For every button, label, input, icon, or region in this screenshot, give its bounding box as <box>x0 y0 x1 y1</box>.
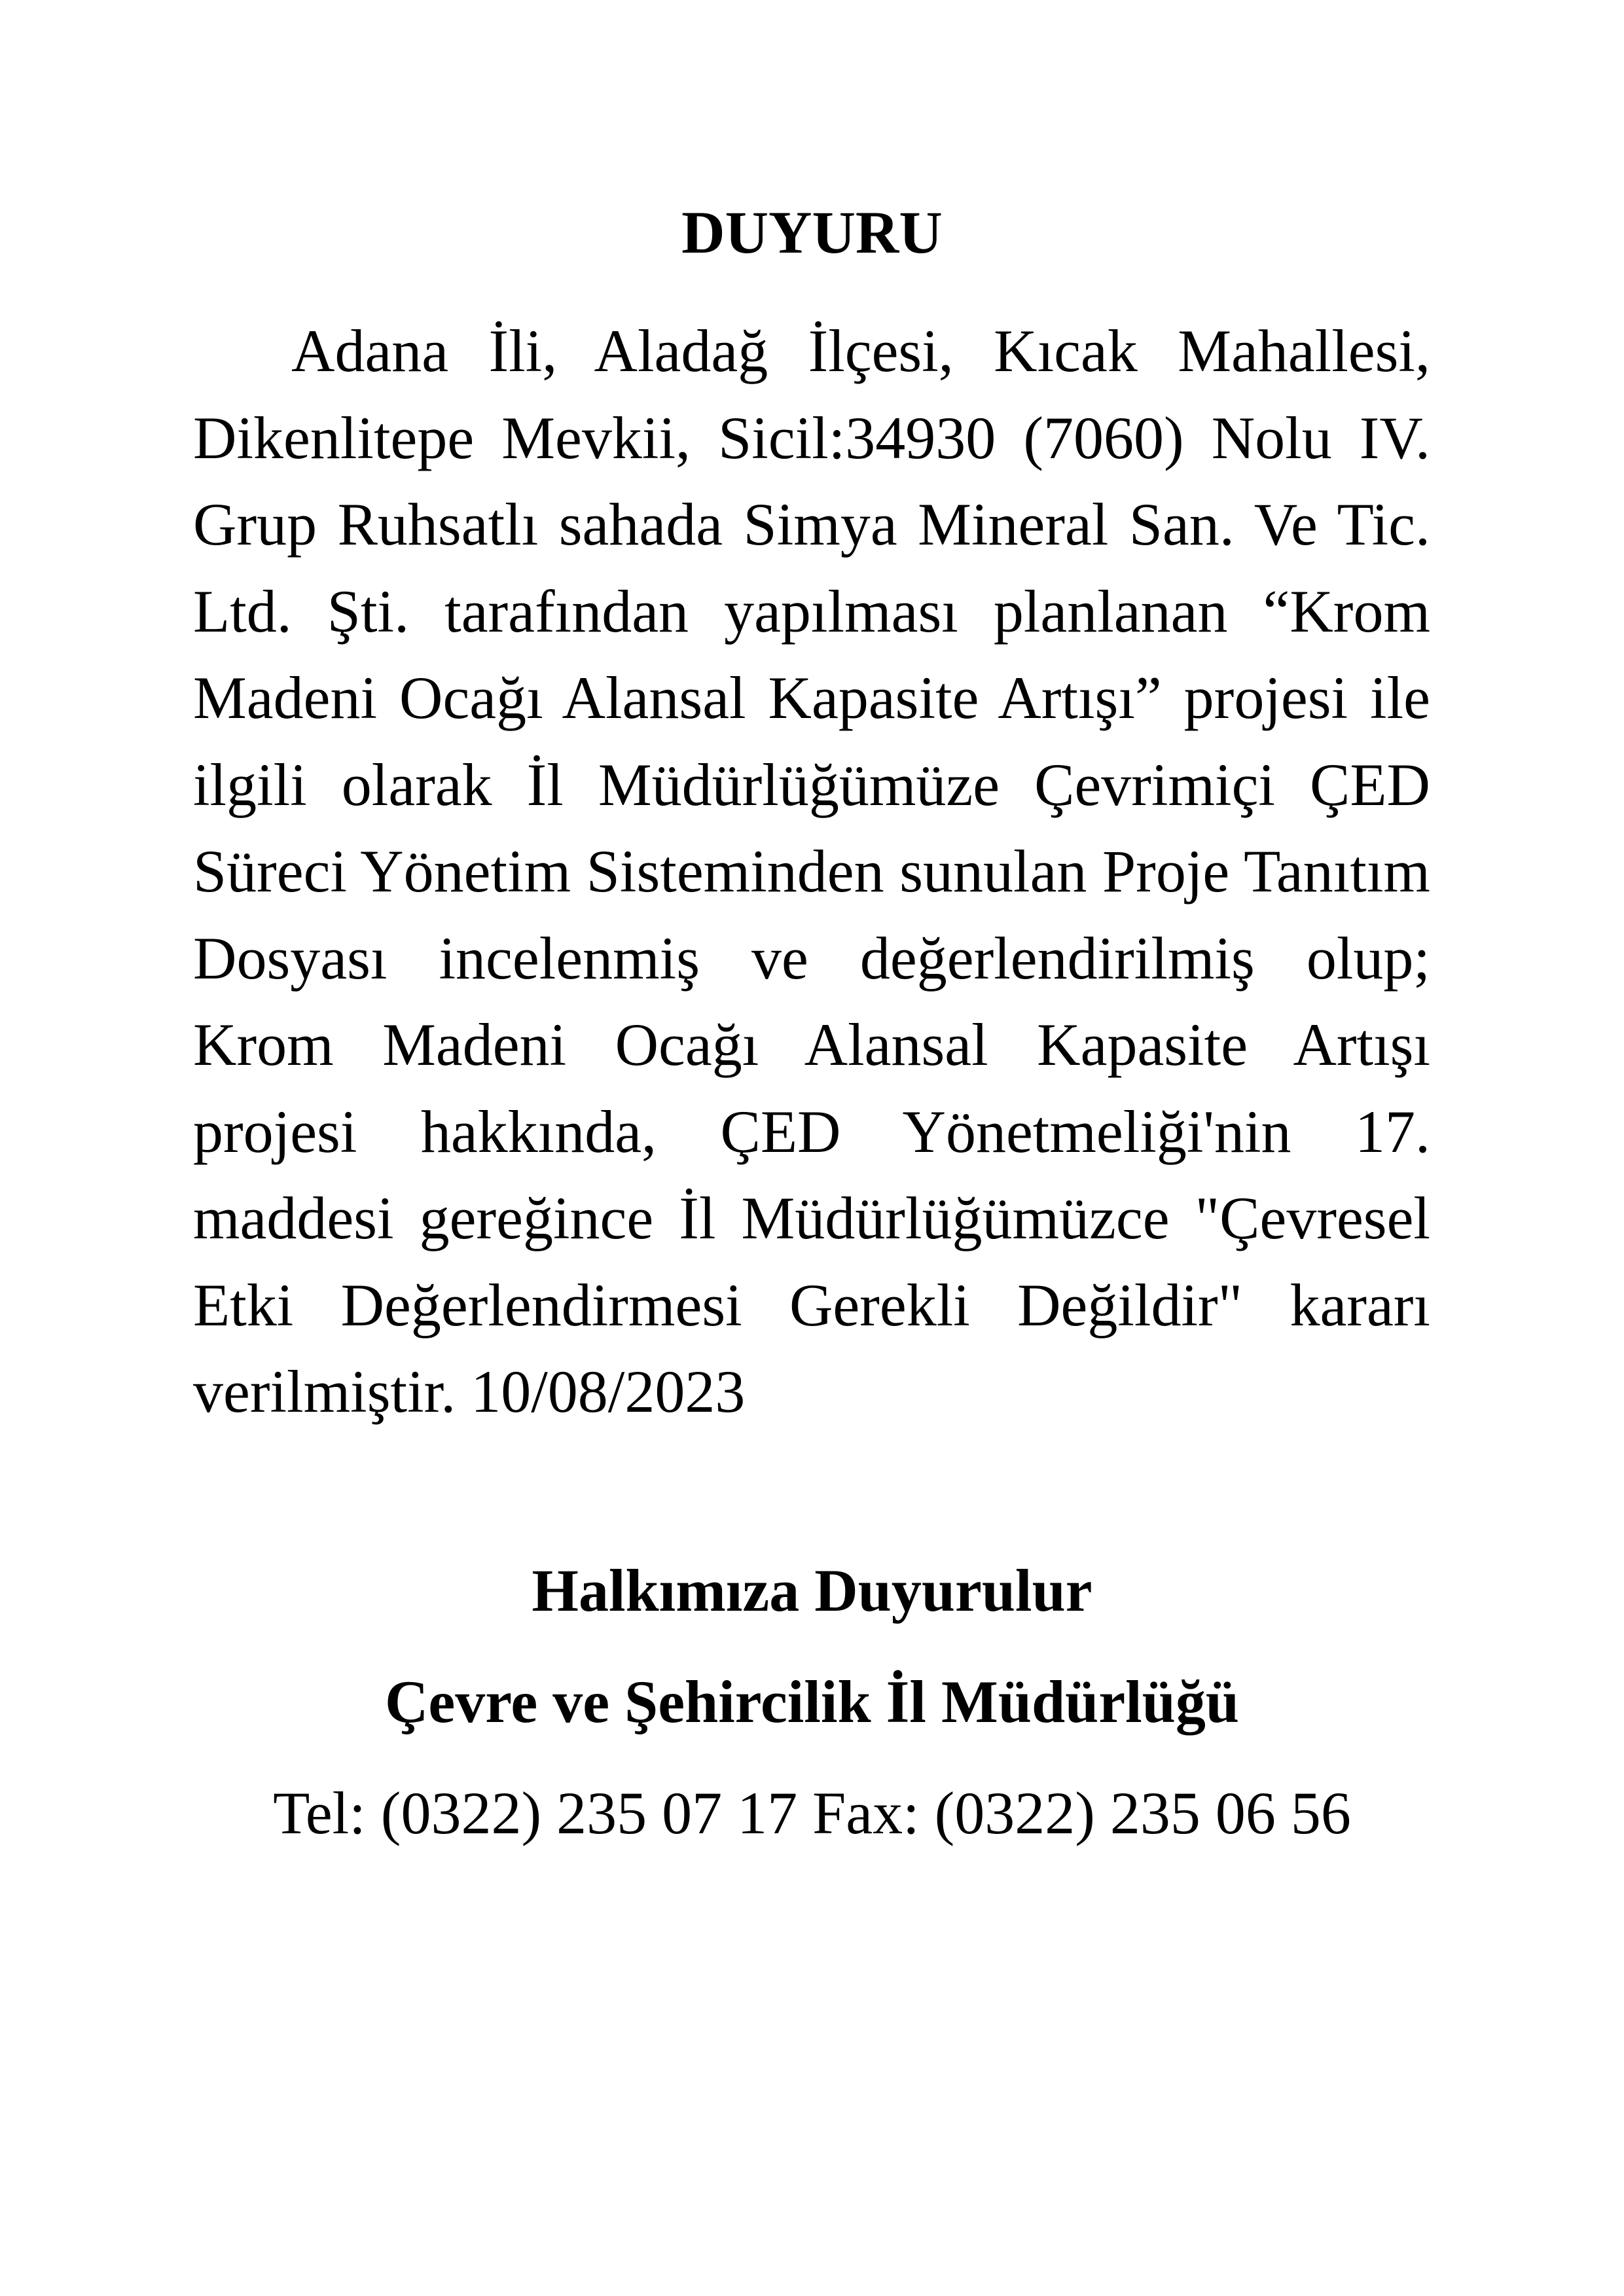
contact-info: Tel: (0322) 235 07 17 Fax: (0322) 235 06 56 <box>273 1780 1351 1846</box>
announcement-body: Adana İli, Aladağ İlçesi, Kıcak Mahallesi, Dikenlitepe Mevkii, Sicil:34930 (7060) Nolu IV. Grup Ruhsatlı sahada Simya Mineral San. Ve Tic. Ltd. Şti. tarafından yapılması planlanan “Krom Madeni Ocağı Alansal Kapasite Artışı” projesi ile ilgili olarak İl Müdürlüğümüze Çevrimiçi ÇED Süreci Yönetim Sisteminden sunulan Proje Tanıtım Dosyası incelenmiş ve değerlendirilmiş olup; Krom Madeni Ocağı Alansal Kapasite Artışı projesi hakkında, ÇED Yönetmeliği'nin 17. maddesi gereğince İl Müdürlüğümüzce "Çevresel Etki Değerlendirmesi Gerekli Değildir" kararı verilmiştir. 10/08/2023 <box>193 317 1430 1425</box>
document-title: DUYURU <box>681 199 943 266</box>
directorate-name: Çevre ve Şehircilik İl Müdürlüğü <box>384 1668 1240 1735</box>
public-announcement-line: Halkımıza Duyurulur <box>532 1557 1092 1624</box>
